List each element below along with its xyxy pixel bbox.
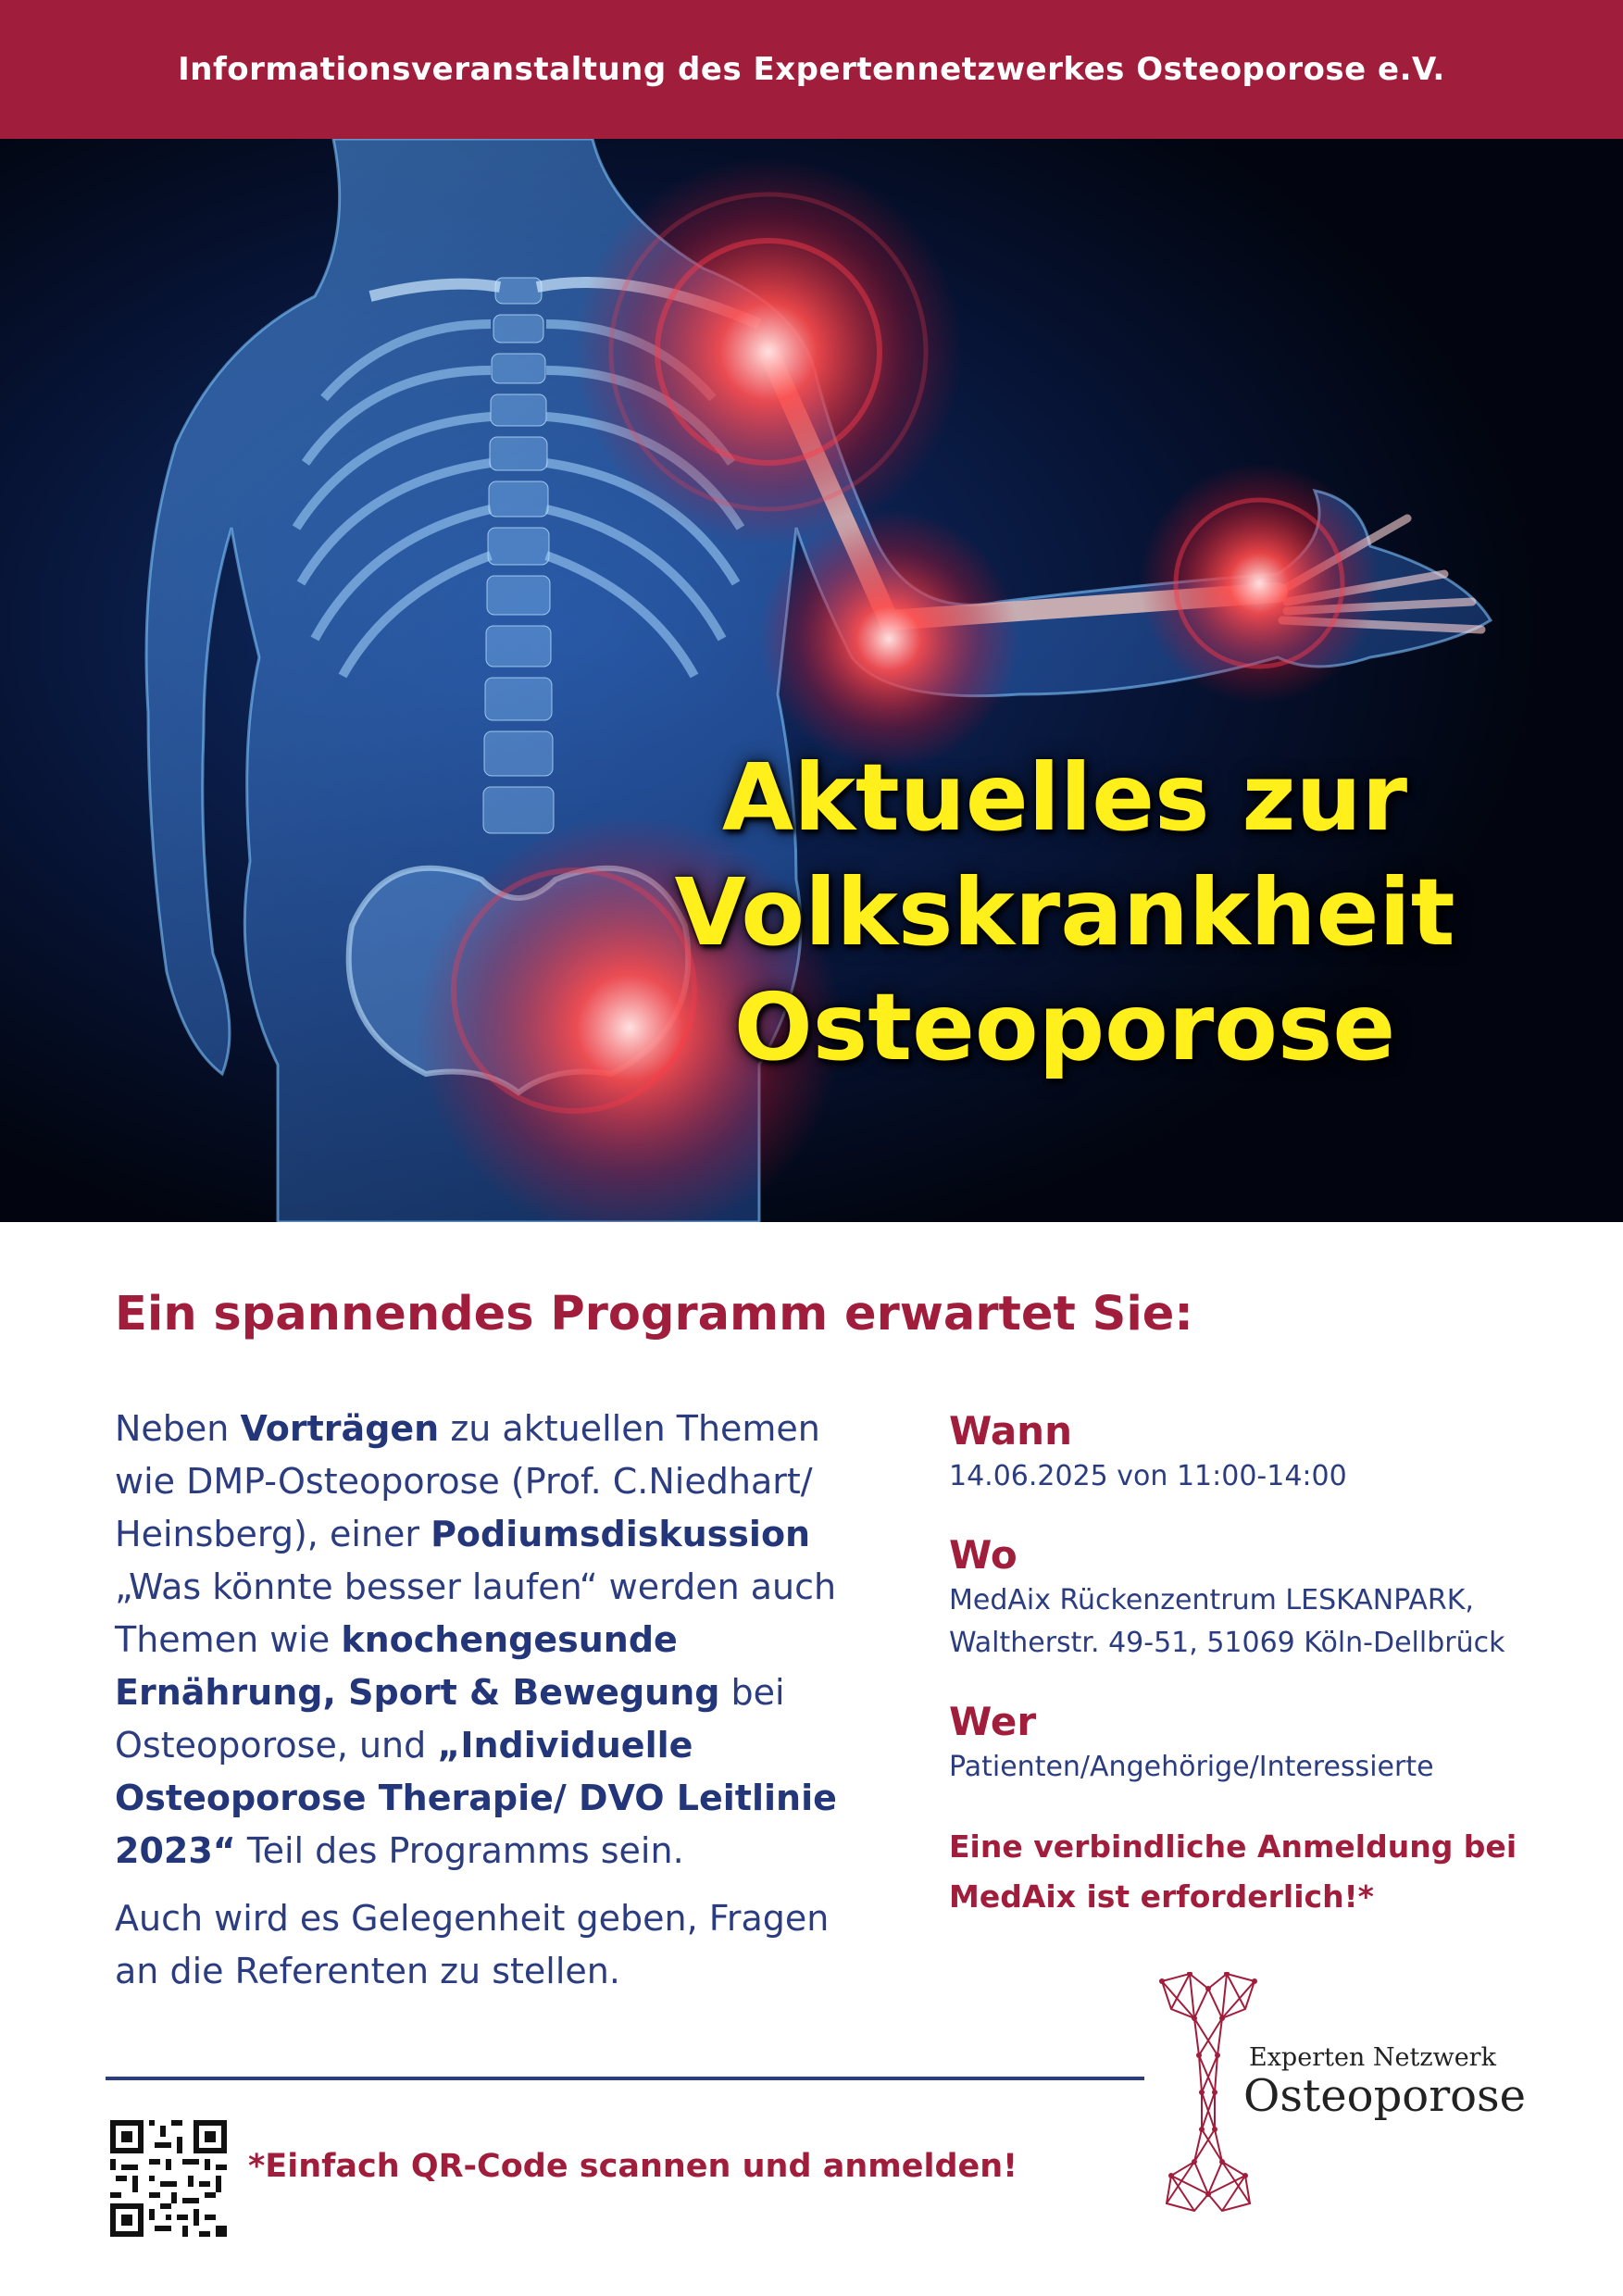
notice-line: MedAix ist erforderlich!*	[949, 1878, 1374, 1915]
header-title: Informationsveranstaltung des Expertennetzwerkes Osteoporose e.V.	[178, 51, 1445, 88]
where-value	[949, 1579, 1597, 1665]
logo-text-line1: Experten Netzwerk	[1249, 2043, 1496, 2072]
text-run: Neben	[115, 1408, 241, 1449]
where-line: MedAix Rückenzentrum LESKANPARK,	[949, 1584, 1474, 1616]
program-heading: Ein spannendes Programm erwartet Sie:	[115, 1287, 1193, 1341]
registration-notice	[949, 1822, 1597, 1922]
event-info	[949, 1407, 1597, 1922]
text-run: zu aktuellen Themen wie DMP-Osteoporose (Prof. C.Niedhart/ Heinsberg), einer	[115, 1408, 820, 1554]
who-value: Patienten/Angehörige/Interessierte	[949, 1751, 1434, 1783]
bold-text-run: Podiumsdiskussion	[431, 1514, 811, 1554]
when-label: Wann	[949, 1408, 1072, 1454]
where-line: Waltherstr. 49-51, 51069 Köln-Dellbrück	[949, 1627, 1505, 1659]
logo-text-line2: Osteoporose	[1243, 2070, 1527, 2122]
bold-text-run: Vorträgen	[240, 1408, 440, 1449]
hero-title-line: Osteoporose	[733, 973, 1396, 1081]
text-run: Teil des Programms sein.	[235, 1830, 684, 1871]
bold-text-run: knochengesunde Ernährung, Sport & Bewegung	[115, 1619, 720, 1713]
qr-code-icon[interactable]	[110, 2120, 227, 2237]
notice-line: Eine verbindliche Anmeldung bei	[949, 1828, 1517, 1865]
program-paragraph	[115, 1403, 883, 1878]
when-value: 14.06.2025 von 11:00-14:00	[949, 1460, 1347, 1492]
hero-title	[518, 741, 1611, 1085]
hero-image	[0, 139, 1623, 1222]
hero-title-line: Volkskrankheit	[674, 858, 1455, 967]
where-label: Wo	[949, 1532, 1017, 1578]
bold-text-run: „Individuelle Osteoporose Therapie/ DVO Leitlinie 2023“	[115, 1725, 837, 1871]
qr-instruction: *Einfach QR-Code scannen und anmelden!	[248, 2148, 1018, 2185]
program-description	[115, 1403, 883, 2013]
who-label: Wer	[949, 1699, 1037, 1744]
header-bar	[0, 0, 1623, 139]
hero-title-line: Aktuelles zur	[721, 743, 1408, 852]
text-run: „Was könnte besser laufen“ werden auch Themen wie	[115, 1566, 837, 1660]
program-paragraph-questions: Auch wird es Gelegenheit geben, Fragen an die Referenten zu stellen.	[115, 1898, 830, 1991]
text-run: bei Osteoporose, und	[115, 1672, 785, 1766]
footer-divider	[106, 2077, 1144, 2080]
